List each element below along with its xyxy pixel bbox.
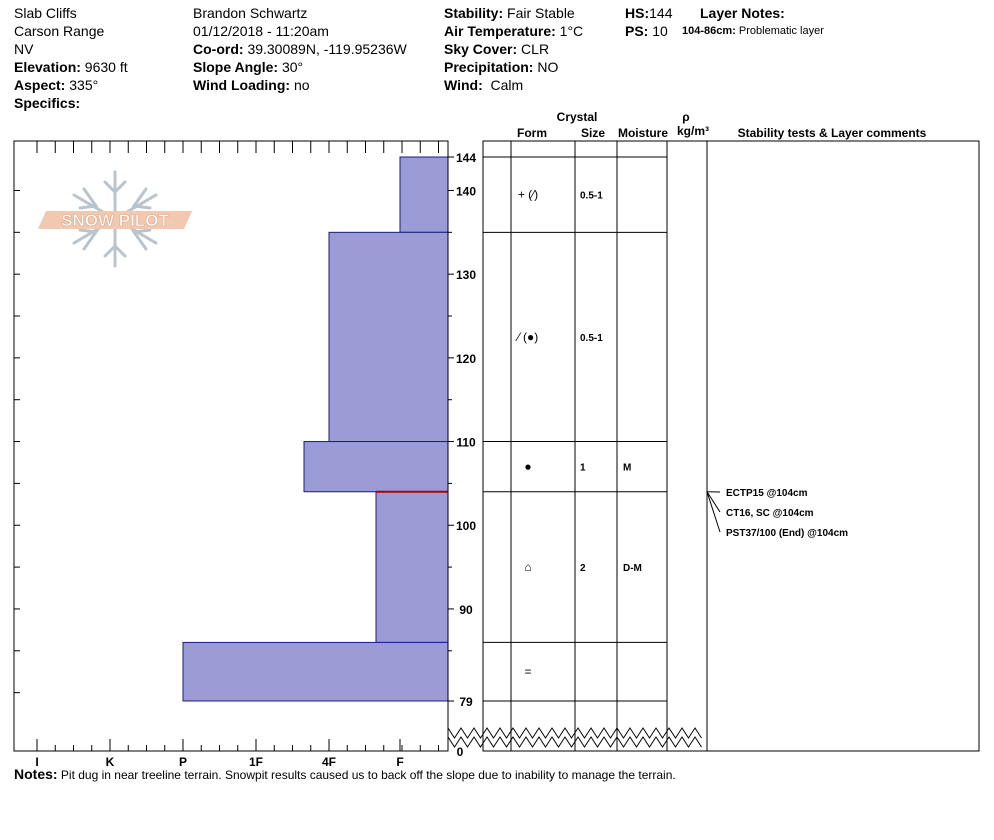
wind-loading: Wind Loading: no xyxy=(193,77,310,93)
layer-notes-heading: Layer Notes: xyxy=(700,5,785,21)
stability-tests-header: Stability tests & Layer comments xyxy=(737,126,927,140)
precipitation: Precipitation: NO xyxy=(444,59,559,75)
grain-size-1: 0.5-1 xyxy=(580,190,603,202)
notes-text: Pit dug in near treeline terrain. Snowpit results caused us to back off the slope due to inability to manage the terrain. xyxy=(60,768,676,782)
logo-text: SNOW PILOT xyxy=(61,211,169,230)
elevation: Elevation: 9630 ft xyxy=(14,59,128,75)
specifics: Specifics: xyxy=(14,95,81,111)
hs: HS:144 xyxy=(625,5,673,21)
wind: Wind: Calm xyxy=(444,77,524,93)
mountain-range: Carson Range xyxy=(14,23,105,39)
layer-note: 104-86cm: Problematic layer xyxy=(682,25,824,37)
location-name: Slab Cliffs xyxy=(14,5,77,21)
hardness-bar-2 xyxy=(329,232,448,441)
moisture-4: D-M xyxy=(623,563,642,575)
grain-size-3: 1 xyxy=(580,462,586,474)
grain-form-1: + (⁄) xyxy=(517,187,539,202)
snowpilot-logo xyxy=(38,172,192,266)
state: NV xyxy=(14,41,34,57)
stability-test-1: ECTP15 @104cm xyxy=(726,488,808,499)
depth-label: 120 xyxy=(455,351,477,366)
stability-test-pointer xyxy=(707,492,720,532)
form-header: Form xyxy=(517,126,547,140)
depth-label: 130 xyxy=(455,268,477,283)
hardness-label: P xyxy=(178,755,188,769)
hardness-label: 4F xyxy=(321,755,337,769)
grain-size-2: 0.5-1 xyxy=(580,332,603,344)
hardness-label: F xyxy=(396,755,404,769)
hardness-bar-1 xyxy=(400,157,448,232)
observation-datetime: 01/12/2018 - 11:20am xyxy=(193,23,329,39)
depth-label: 110 xyxy=(456,435,476,450)
hardness-bar-4 xyxy=(376,492,448,643)
sky-cover: Sky Cover: CLR xyxy=(444,41,550,57)
density-unit: kg/m³ xyxy=(676,124,710,138)
grain-form-5: = xyxy=(524,664,532,679)
stability: Stability: Fair Stable xyxy=(444,5,575,21)
slope-angle: Slope Angle: 30° xyxy=(193,59,304,75)
layer-table xyxy=(448,141,979,751)
hardness-label: I xyxy=(35,755,39,769)
hardness-bar-3 xyxy=(304,442,448,492)
aspect: Aspect: 335° xyxy=(14,77,99,93)
grain-form-3: ● xyxy=(524,459,532,474)
air-temperature: Air Temperature: 1°C xyxy=(444,23,584,39)
stability-test-pointer xyxy=(707,492,720,512)
stability-test-3: PST37/100 (End) @104cm xyxy=(726,528,849,539)
coordinates: Co-ord: 39.30089N, -119.95236W xyxy=(193,41,407,57)
observer-name: Brandon Schwartz xyxy=(193,5,308,21)
depth-label: 79 xyxy=(459,695,473,709)
stability-test-2: CT16, SC @104cm xyxy=(726,508,814,519)
depth-label: 90 xyxy=(459,602,473,617)
hardness-bars xyxy=(183,157,448,701)
hardness-bar-5 xyxy=(183,642,448,701)
notes xyxy=(14,766,676,782)
grain-form-4: ⌂ xyxy=(524,560,532,575)
moisture-3: M xyxy=(623,462,632,474)
depth-label: 140 xyxy=(455,184,477,199)
depth-label: 100 xyxy=(455,519,477,534)
crystal-header: Crystal xyxy=(556,110,598,124)
grain-form-2: ⁄ (●) xyxy=(517,329,539,344)
ps: PS: 10 xyxy=(625,23,668,39)
grain-size-4: 2 xyxy=(580,563,586,575)
hardness-label: 1F xyxy=(248,755,264,769)
hardness-label: K xyxy=(105,755,115,769)
depth-label-zero: 0 xyxy=(456,745,464,759)
depth-label: 144 xyxy=(455,151,477,165)
notes-label: Notes: xyxy=(14,766,58,782)
moisture-header: Moisture xyxy=(617,126,669,140)
density-symbol: ρ xyxy=(682,110,690,124)
size-header: Size xyxy=(580,126,606,140)
